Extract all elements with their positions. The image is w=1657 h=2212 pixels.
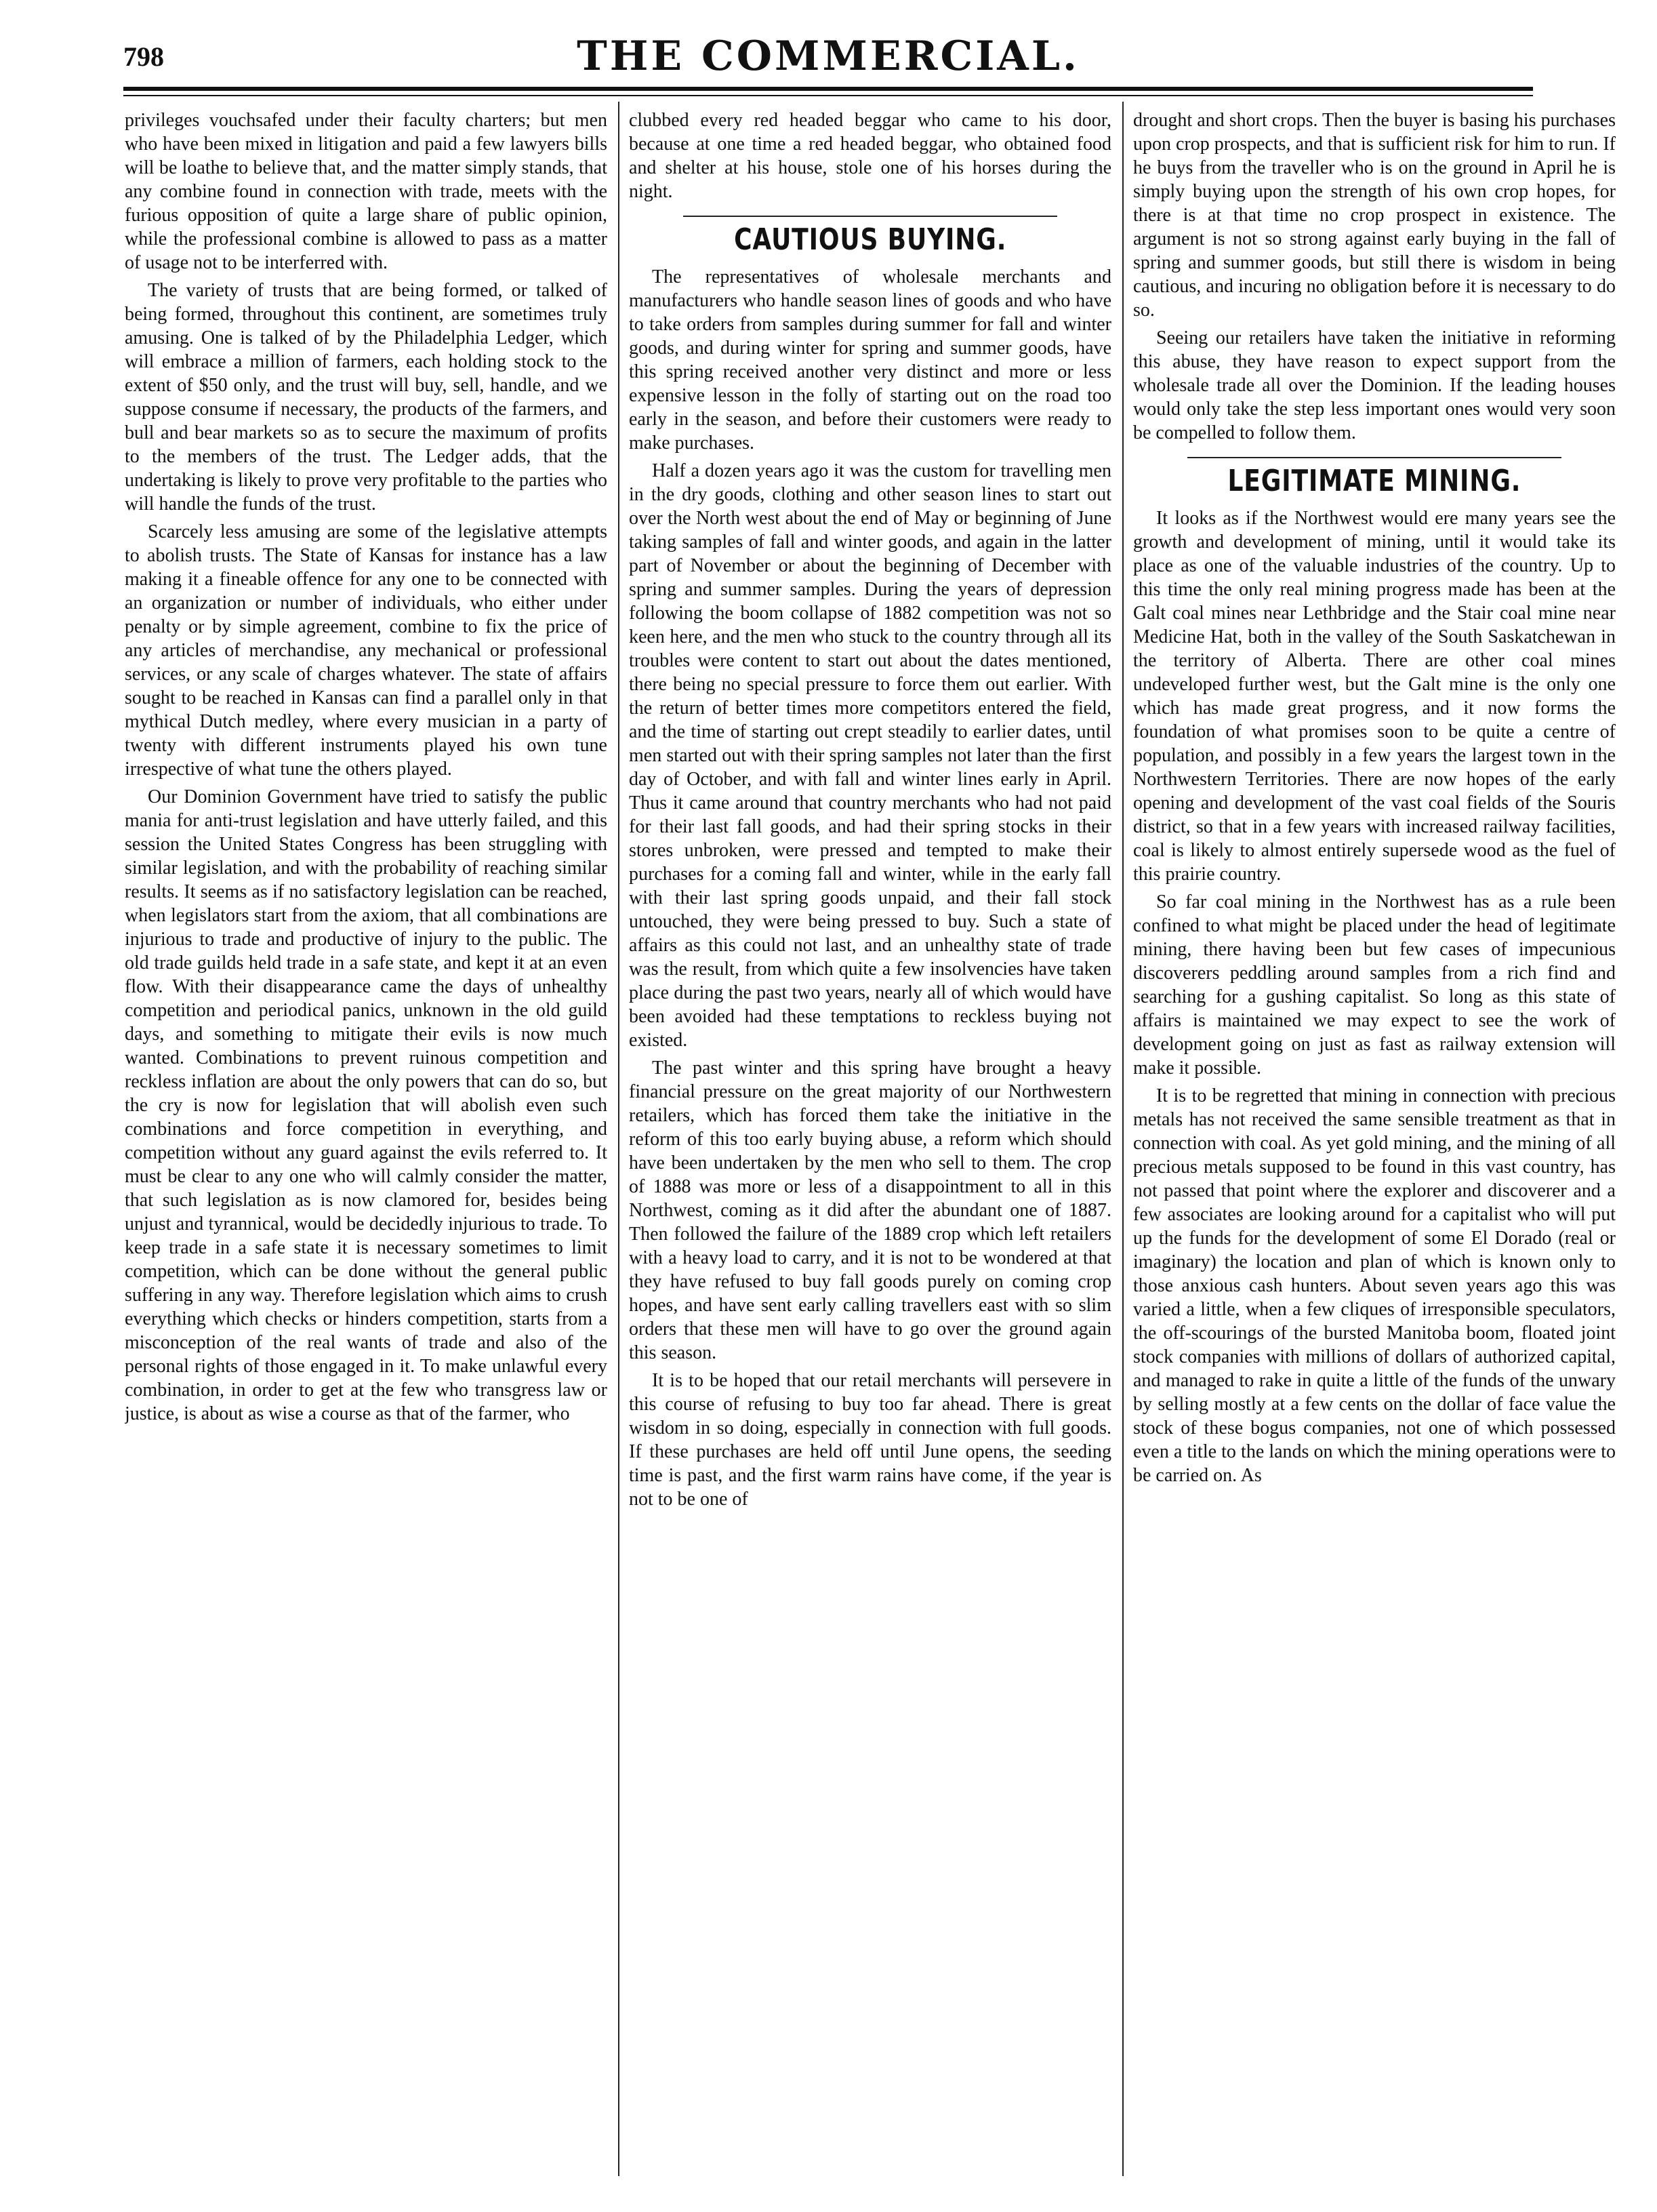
header-rule — [123, 87, 1533, 91]
paragraph: Seeing our retailers have taken the initiative in reforming this abuse, they have reason to expect support from the wholesale trade all over the Dominion. If the leading houses would only take the step less important ones would very soon be compelled to follow them. — [1133, 327, 1616, 443]
column-divider — [1122, 102, 1124, 2176]
column-2 — [629, 108, 1111, 2183]
article-heading: LEGITIMATE MINING. — [1227, 464, 1521, 498]
page-number: 798 — [123, 41, 164, 72]
column-1 — [125, 108, 607, 2183]
masthead: THE COMMERCIAL. — [577, 33, 1080, 80]
heading-rule — [1187, 457, 1561, 458]
paragraph: The past winter and this spring have brought a heavy financial pressure on the great majority of our Northwestern retailers, which has forced them take the initiative in the reform of this too early buying abuse, a reform which should have been undertaken by the men who sell to them. The crop of 1888 was more or less of a disappointment to all in this Northwest, coming as it did after the abundant one of 1887. Then followed the failure of the 1889 crop which left retailers with a heavy load to carry, and it is not to be wondered at that they have refused to buy fall goods purely on coming crop hopes, and have sent early calling travellers east with so slim orders that these men will have to go over the ground again this season. — [629, 1058, 1111, 1363]
paragraph: privileges vouchsafed under their faculty charters; but men who have been mixed in litigation and paid a few lawyers bills will be loathe to believe that, and the matter simply stands, that any combine found in connection with trade, meets with the furious opposition of quite a large share of public opinion, while the professional combine is allowed to pass as a matter of usage not to be interferred with. — [125, 110, 607, 273]
paragraph: Our Dominion Government have tried to satisfy the public mania for anti-trust legislation and have utterly failed, and this session the United States Congress has been struggling with similar legislation, and with the probability of reaching similar results. It seems as if no satisfactory legislation can be reached, when legislators start from the axiom, that all combinations are injurious to trade and productive of injury to the public. The old trade guilds held trade in a safe state, and kept it at an even flow. With their disappearance came the days of unhealthy competition and periodical panics, unknown in the old guild days, and something to mitigate their evils is now much wanted. Combinations to prevent ruinous competition and reckless inflation are about the only powers that can do so, but the cry is now for legislation that will abolish even such combinations and force competition in everything, and competition without any guard against the evils referred to. It must be clear to any one who will calmly consider the matter, that such legislation as is now clamored for, besides being unjust and tyrannical, would be decidedly injurious to trade. To keep trade in a safe state it is necessary sometimes to limit competition, which can be done without the general public suffering in any way. Therefore legislation which aims to crush everything which checks or hinders competition, starts from a misconception of the real wants of trade and also of the personal rights of those engaged in it. To make unlawful every combination, in order to get at the few who transgress law or justice, is about as wise a course as that of the farmer, who — [125, 786, 607, 1424]
article-heading-block — [629, 216, 1111, 256]
article-heading: CAUTIOUS BUYING. — [733, 222, 1007, 257]
paragraph: It is to be hoped that our retail merchants will persevere in this course of refusing to buy too far ahead. There is great wisdom in so doing, especially in connection with full goods. If these purchases are held off until June opens, the seeding time is past, and the first warm rains have come, if the year is not to be one of — [629, 1370, 1111, 1510]
paragraph: So far coal mining in the Northwest has as a rule been confined to what might be placed under the head of legitimate mining, there having been but few cases of impecunious discoverers peddling around samples from a rich find and searching for a gushing capitalist. So long as this state of affairs is maintained we may expect to see the work of development going on just as fast as railway extension will make it possible. — [1133, 891, 1616, 1079]
paragraph: Scarcely less amusing are some of the legislative attempts to abolish trusts. The State of Kansas for instance has a law making it a fineable offence for any one to be connected with an organization or number of individuals, who either under penalty or by simple agreement, combine to fix the price of any articles of merchandise, any mechanical or professional services, or any scale of charges whatever. The state of affairs sought to be reached in Kansas can find a parallel only in that mythical Dutch medley, where every musician in a party of twenty with different instruments played his own tune irrespective of what tune the others played. — [125, 521, 607, 780]
paragraph: It is to be regretted that mining in connection with precious metals has not received the same sensible treatment as that in connection with coal. As yet gold mining, and the mining of all precious metals supposed to be found in this vast country, has not passed that point where the explorer and discoverer and a few associates are looking around for a capitalist who will put up the funds for the development of some El Dorado (real or imaginary) the location and plan of which is known only to those anxious cash hunters. About seven years ago this was varied a little, when a few cliques of irresponsible speculators, the off-scourings of the bursted Manitoba boom, floated joint stock companies with millions of dollars of authorized capital, and managed to rake in quite a little of the funds of the unwary by selling mostly at a few cents on the dollar of face value the stock of these bogus companies, not one of which possessed even a title to the lands on which the mining operations were to be carried on. As — [1133, 1085, 1616, 1486]
header-rule-thin — [123, 95, 1533, 96]
paragraph: The variety of trusts that are being formed, or talked of being formed, throughout this continent, are sometimes truly amusing. One is talked of by the Philadelphia Ledger, which will embrace a million of farmers, each holding stock to the extent of $50 only, and the trust will buy, sell, handle, and we suppose consume if necessary, the products of the farmers, and bull and bear markets so as to secure the maximum of profits to the members of the trust. The Ledger adds, that the undertaking is likely to prove very profitable to the parties who will handle the funds of the trust. — [125, 280, 607, 515]
column-divider — [618, 102, 619, 2176]
paragraph: It looks as if the Northwest would ere many years see the growth and development of mining, until it would take its place as one of the valuable industries of the country. Up to this time the only real mining progress made has been at the Galt coal mines near Lethbridge and the Stair coal mine near Medicine Hat, both in the valley of the South Saskatchewan in the territory of Alberta. There are other coal mines undeveloped further west, but the Galt mine is the only one which has made great progress, and it now forms the foundation of what promises soon to be quite a centre of population, and possibly in a few years the largest town in the Northwestern Territories. There are now hopes of the early opening and development of the vast coal fields of the Souris district, so that in a few years with increased railway facilities, coal is likely to almost entirely supersede wood as the fuel of this prairie country. — [1133, 508, 1616, 885]
paragraph: clubbed every red headed beggar who came to his door, because at one time a red headed beggar, who obtained food and shelter at his house, stole one of his horses during the night. — [629, 110, 1111, 202]
paragraph: Half a dozen years ago it was the custom for travelling men in the dry goods, clothing and other season lines to start out over the North west about the end of May or beginning of June taking samples of fall and winter goods, and again in the latter part of November or about the beginning of December with spring and summer samples. During the years of depression following the boom collapse of 1882 competition was not so keen here, and the men who stuck to the country through all its troubles were content to start out about the dates mentioned, there being no special pressure to force them out earlier. With the return of better times more competitors entered the field, and the time of starting out crept steadily to earlier dates, until men started out with their spring samples not later than the first day of October, and with fall and winter lines early in April. Thus it came around that country merchants who had not paid for their last fall goods, and had their spring stocks in their stores unbroken, were pressed and tempted to make their purchases for a coming fall and winter, while in the early fall with their last spring goods unpaid, and their fall stock untouched, they were being pressed to buy. Such a state of affairs as this could not last, and an unhealthy state of trade was the result, from which quite a few insolvencies have taken place during the past two years, nearly all of which would have been avoided had these temptations to reckless buying not existed. — [629, 460, 1111, 1051]
article-heading-block — [1133, 457, 1616, 497]
heading-rule — [683, 216, 1057, 217]
column-3 — [1133, 108, 1616, 2183]
paragraph: drought and short crops. Then the buyer is basing his purchases upon crop prospects, and that is sufficient risk for him to run. If he buys from the traveller who is on the ground in April he is simply buying upon the strength of his own crop hopes, for there is at that time no crop prospect in existence. The argument is not so strong against early buying in the fall of spring and summer goods, but still there is wisdom in being cautious, and incuring no obligation before it is necessary to do so. — [1133, 110, 1616, 321]
paragraph: The representatives of wholesale merchants and manufacturers who handle season lines of goods and who have to take orders from samples during summer for fall and winter goods, and during winter for spring and summer goods, have this spring received another very distinct and more or less expensive lesson in the folly of starting out on the road too early in the season, and before their customers were ready to make purchases. — [629, 266, 1111, 454]
